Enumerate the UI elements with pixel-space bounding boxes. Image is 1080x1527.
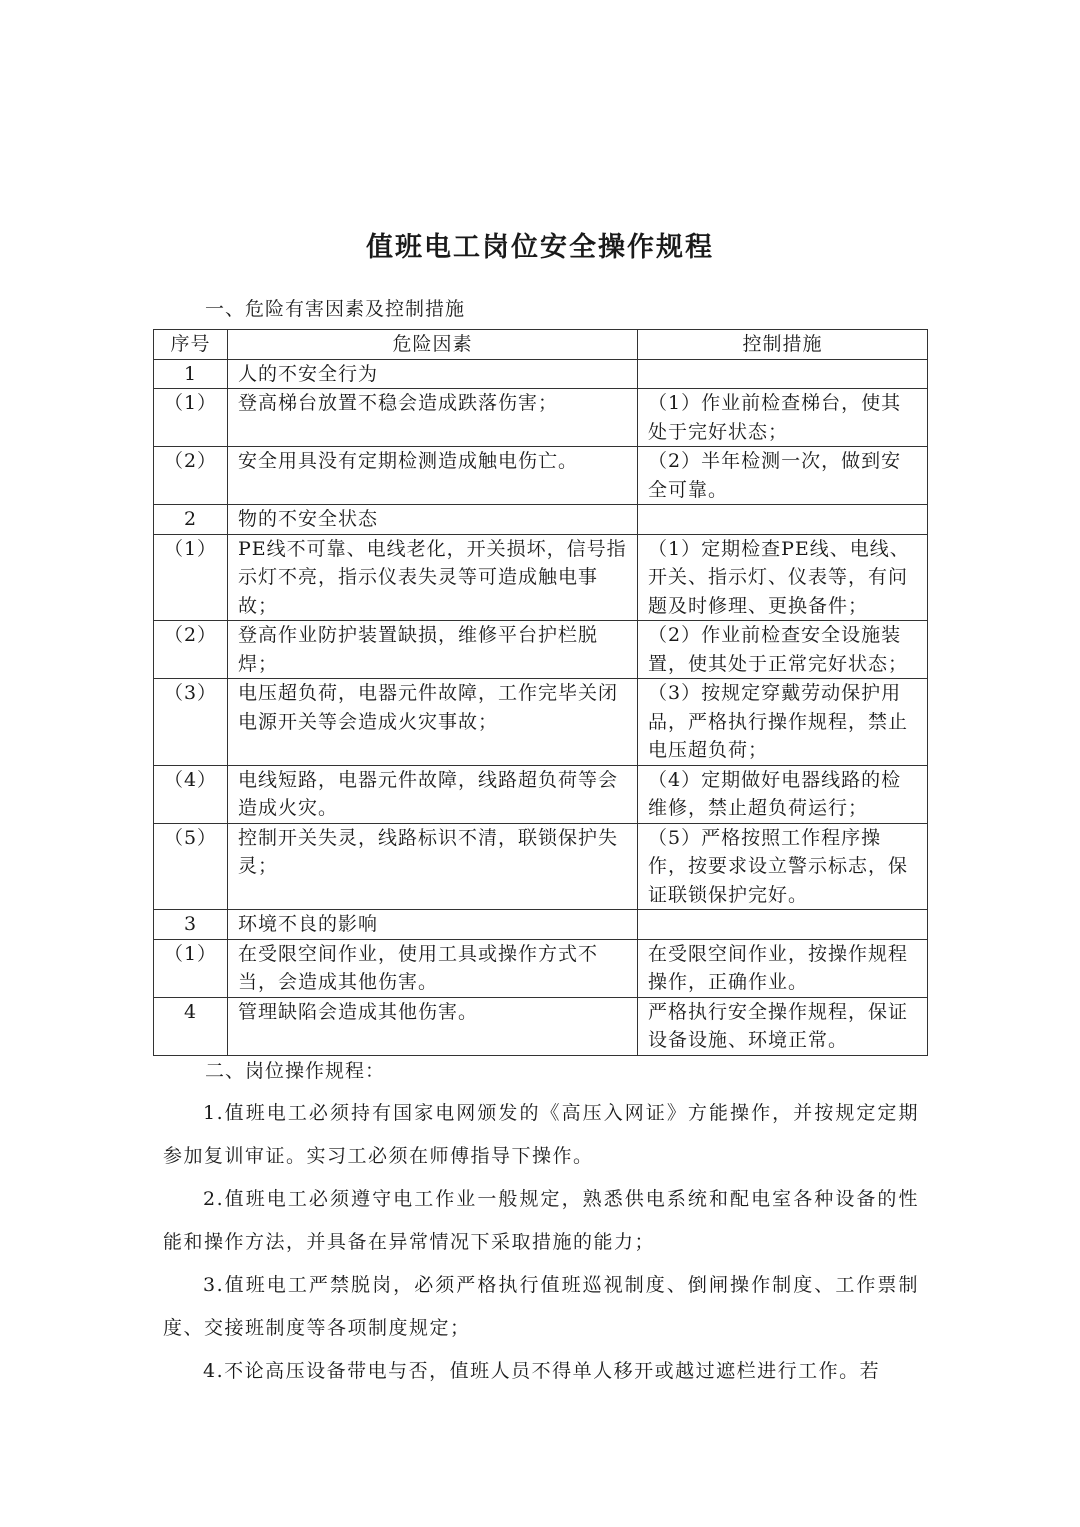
row-control: （5）严格按照工作程序操作，按要求设立警示标志，保证联锁保护完好。 [638, 823, 928, 910]
row-control: （1）作业前检查梯台，使其处于完好状态； [638, 389, 928, 447]
row-risk: 在受限空间作业，使用工具或操作方式不当，会造成其他伤害。 [228, 939, 638, 997]
row-risk: 安全用具没有定期检测造成触电伤亡。 [228, 447, 638, 505]
procedure-paragraph-4: 4.不论高压设备带电与否，值班人员不得单人移开或越过遮栏进行工作。若 [203, 1360, 881, 1382]
table-row [154, 505, 928, 535]
table-row [154, 534, 928, 621]
table-row [154, 621, 928, 679]
table-row [154, 389, 928, 447]
row-control [638, 505, 928, 535]
row-no: （1） [154, 939, 228, 997]
row-control: 在受限空间作业，按操作规程操作，正确作业。 [638, 939, 928, 997]
row-risk: 人的不安全行为 [228, 359, 638, 389]
table-row [154, 447, 928, 505]
row-no: 1 [154, 359, 228, 389]
procedure-paragraph-1: 1.值班电工必须持有国家电网颁发的《高压入网证》方能操作，并按规定定期参加复训审证。实习工必须在师傅指导下操作。 [163, 1102, 919, 1167]
row-control: （2）半年检测一次，做到安全可靠。 [638, 447, 928, 505]
header-risk: 危险因素 [228, 330, 638, 360]
row-risk: 物的不安全状态 [228, 505, 638, 535]
row-risk: 电压超负荷，电器元件故障，工作完毕关闭电源开关等会造成火灾事故； [228, 679, 638, 766]
section-heading-procedures: 二、岗位操作规程： [205, 1060, 386, 1082]
table-row [154, 679, 928, 766]
row-no: （1） [154, 534, 228, 621]
hazard-control-table [153, 329, 928, 1056]
row-risk: 环境不良的影响 [228, 910, 638, 940]
row-no: （2） [154, 621, 228, 679]
row-no: （4） [154, 765, 228, 823]
section-heading-hazards: 一、危险有害因素及控制措施 [205, 298, 466, 320]
row-control: （1）定期检查PE线、电线、开关、指示灯、仪表等，有问题及时修理、更换备件； [638, 534, 928, 621]
document-title: 值班电工岗位安全操作规程 [366, 232, 714, 263]
row-control: （4）定期做好电器线路的检维修，禁止超负荷运行； [638, 765, 928, 823]
row-no: （1） [154, 389, 228, 447]
row-no: 2 [154, 505, 228, 535]
row-no: （5） [154, 823, 228, 910]
row-risk: 登高梯台放置不稳会造成跌落伤害； [228, 389, 638, 447]
table-row [154, 823, 928, 910]
table-row [154, 359, 928, 389]
row-control: 严格执行安全操作规程，保证设备设施、环境正常。 [638, 997, 928, 1055]
row-control [638, 910, 928, 940]
row-control [638, 359, 928, 389]
row-no: 3 [154, 910, 228, 940]
procedure-paragraph-2: 2.值班电工必须遵守电工作业一般规定，熟悉供电系统和配电室各种设备的性能和操作方法，并具备在异常情况下采取措施的能力； [163, 1188, 919, 1253]
table-row [154, 910, 928, 940]
row-no: 4 [154, 997, 228, 1055]
header-no: 序号 [154, 330, 228, 360]
row-risk: 控制开关失灵，线路标识不清，联锁保护失灵； [228, 823, 638, 910]
row-risk: PE线不可靠、电线老化，开关损坏，信号指示灯不亮，指示仪表失灵等可造成触电事故； [228, 534, 638, 621]
table-header-row [154, 330, 928, 360]
header-control: 控制措施 [638, 330, 928, 360]
row-risk: 管理缺陷会造成其他伤害。 [228, 997, 638, 1055]
table-row [154, 997, 928, 1055]
table-row [154, 939, 928, 997]
row-risk: 登高作业防护装置缺损，维修平台护栏脱焊； [228, 621, 638, 679]
row-control: （3）按规定穿戴劳动保护用品，严格执行操作规程，禁止电压超负荷； [638, 679, 928, 766]
procedure-paragraph-3: 3.值班电工严禁脱岗，必须严格执行值班巡视制度、倒闸操作制度、工作票制度、交接班制度等各项制度规定； [163, 1274, 919, 1339]
row-risk: 电线短路，电器元件故障，线路超负荷等会造成火灾。 [228, 765, 638, 823]
row-no: （3） [154, 679, 228, 766]
table-row [154, 765, 928, 823]
row-control: （2）作业前检查安全设施装置，使其处于正常完好状态； [638, 621, 928, 679]
row-no: （2） [154, 447, 228, 505]
